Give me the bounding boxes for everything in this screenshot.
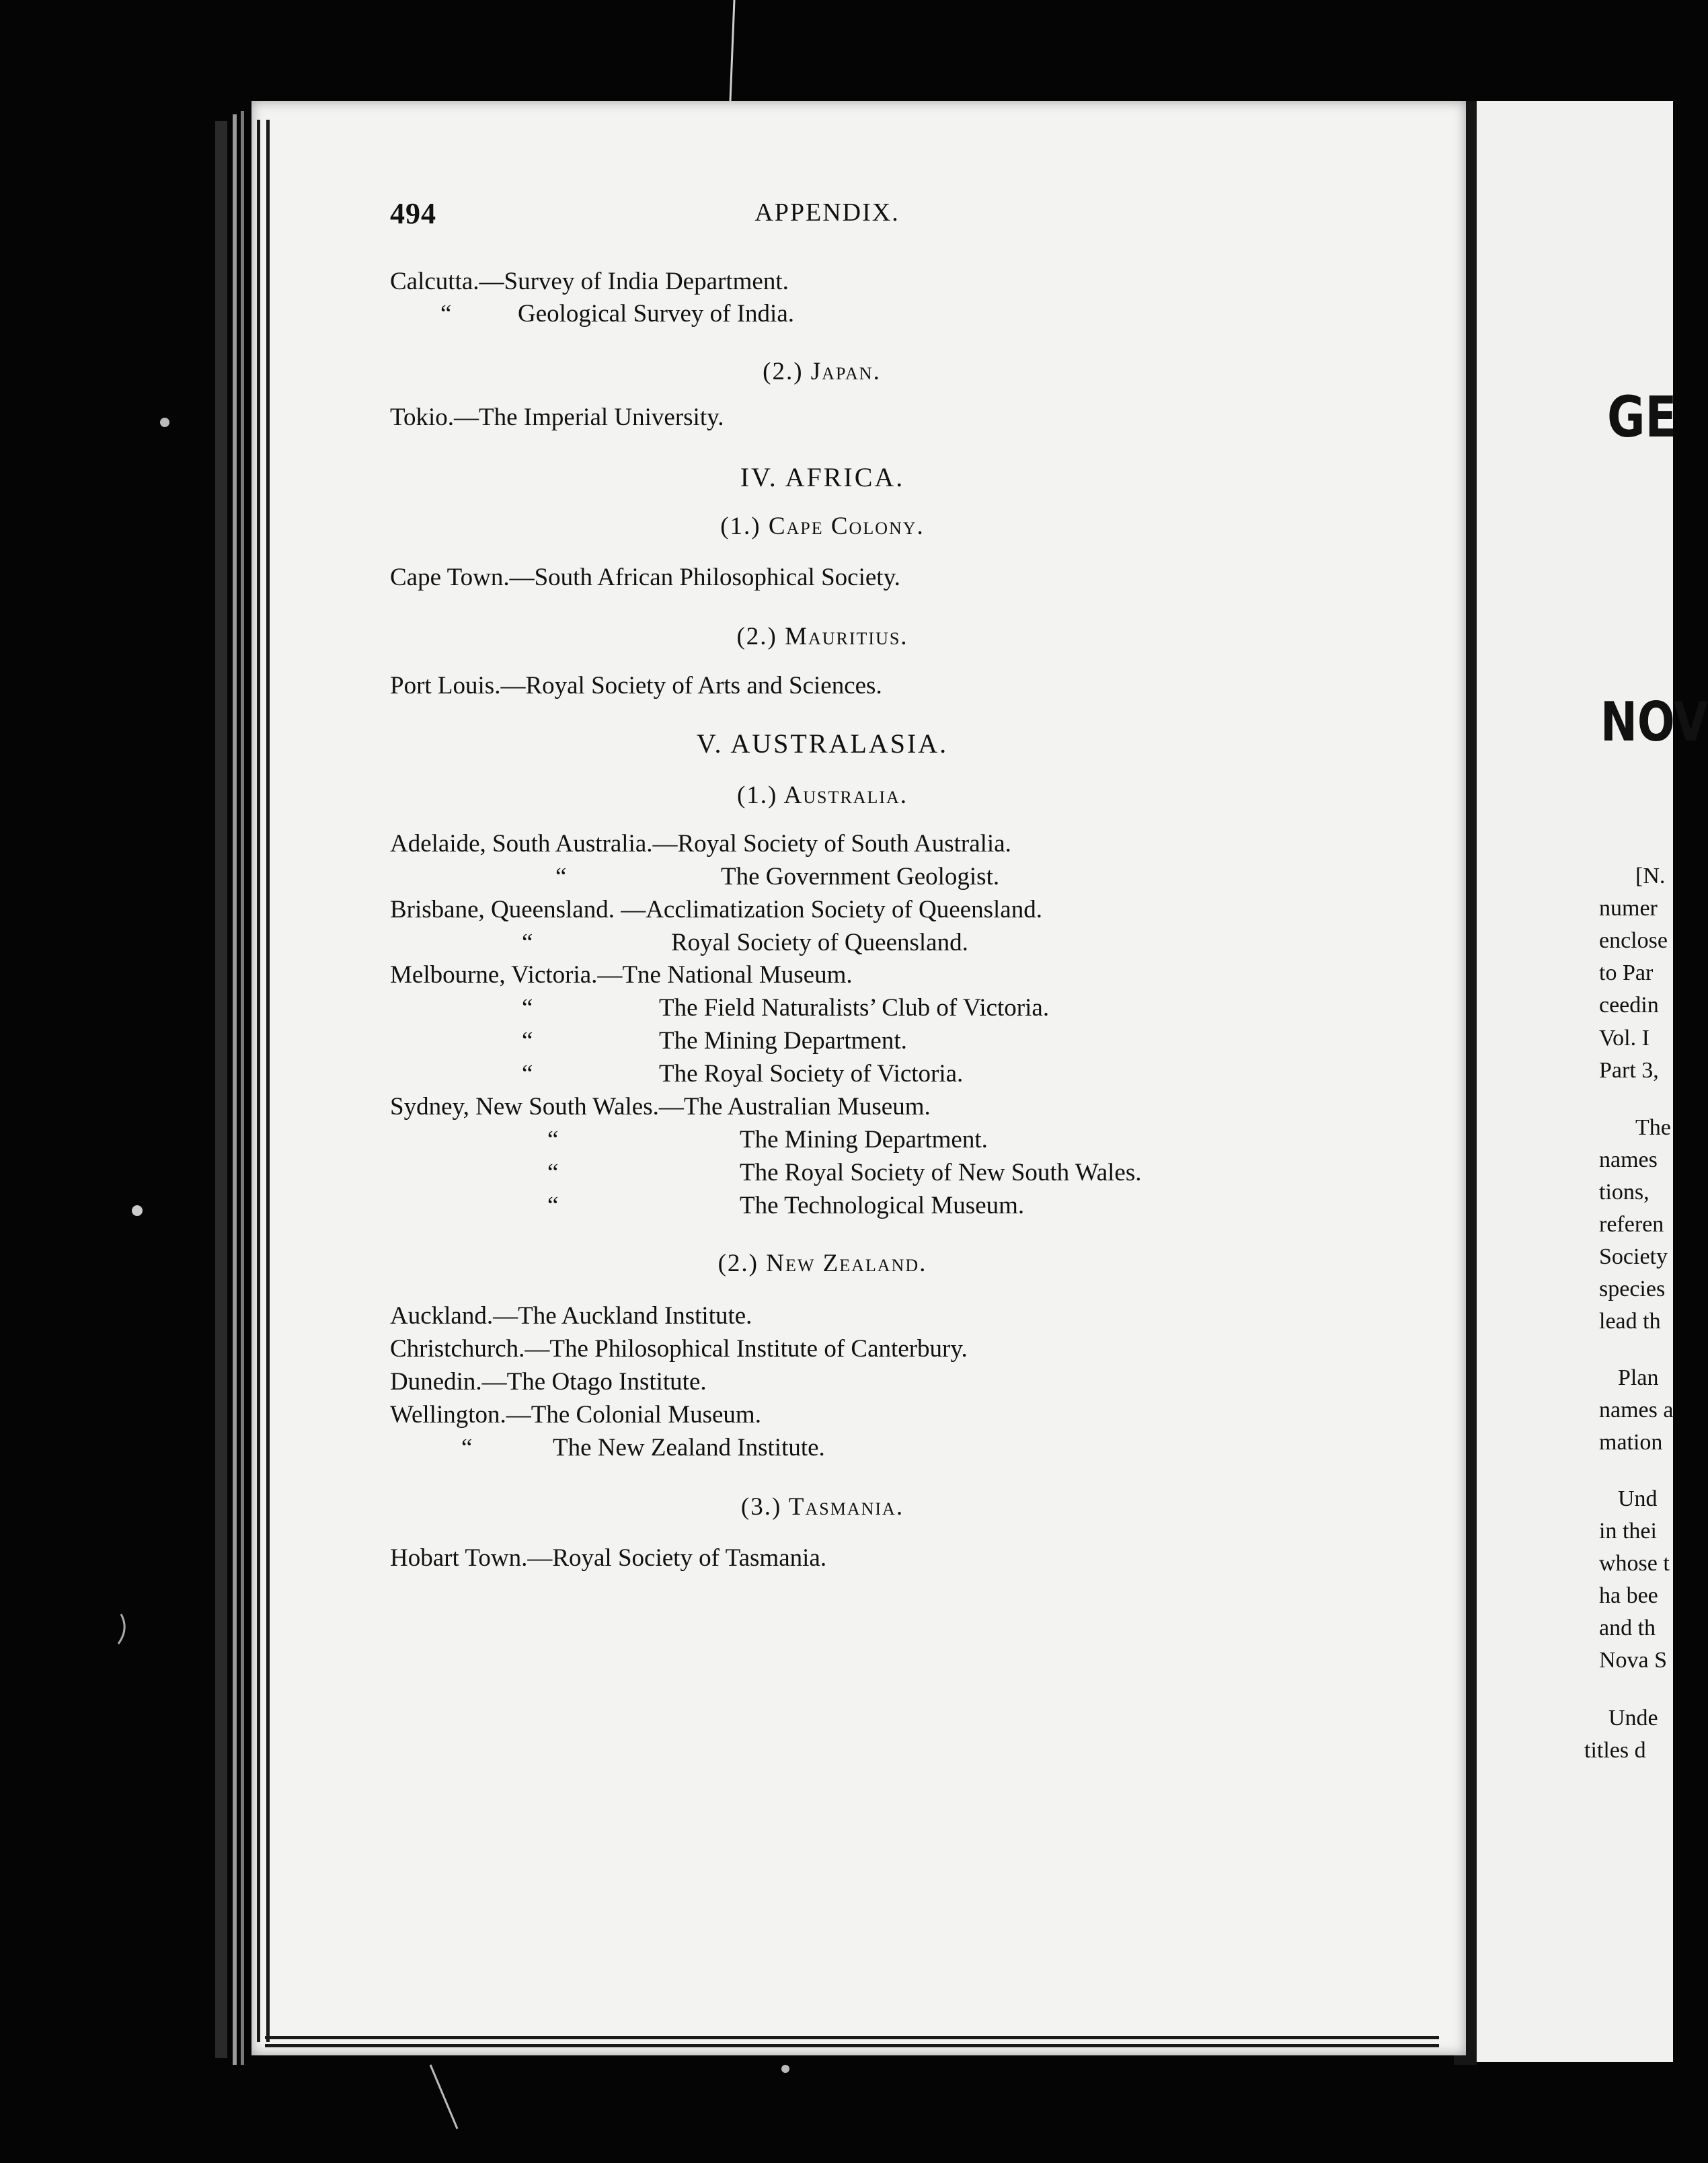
entry-brisbane: Brisbane, Queensland. —Acclimatization Society of Queensland. [390, 896, 1042, 923]
section-mauritius: (2.) Mauritius. [736, 623, 908, 650]
entry-brisbane-royal-society: Royal Society of Queensland. [671, 929, 968, 956]
entry-christchurch: Christchurch.—The Philosophical Institute of Canterbury. [390, 1335, 968, 1363]
facing-page-line: [N. [1635, 864, 1666, 888]
facing-page-line: titles d [1584, 1738, 1646, 1763]
ditto-mark: “ [440, 300, 452, 328]
entry-calcutta: Calcutta.—Survey of India Department. [390, 268, 789, 295]
page-header [390, 196, 1204, 237]
section-cape-colony: (1.) Cape Colony. [720, 513, 925, 540]
section-australia: (1.) Australia. [736, 782, 908, 809]
facing-page-line: numer [1599, 896, 1658, 921]
ditto-mark: “ [547, 1126, 559, 1153]
facing-page-line: whose t [1599, 1551, 1670, 1576]
section-japan: (2.) Japan. [763, 358, 881, 385]
heading-australasia: V. AUSTRALASIA. [696, 728, 949, 759]
facing-page-line: referen [1599, 1212, 1664, 1237]
facing-page-line: Nova S [1599, 1648, 1668, 1673]
facing-page-line: lead th [1599, 1309, 1661, 1334]
entry-auckland: Auckland.—The Auckland Institute. [390, 1302, 752, 1330]
facing-page-line: Vol. I [1599, 1026, 1649, 1051]
facing-page-line: Society [1599, 1244, 1668, 1269]
entry-melbourne-royal-society: The Royal Society of Victoria. [659, 1060, 964, 1088]
entry-sydney-royal-society: The Royal Society of New South Wales. [740, 1159, 1142, 1186]
facing-page-line: mation [1599, 1430, 1663, 1455]
entry-sydney-mining: The Mining Department. [740, 1126, 988, 1153]
facing-page-line: to Par [1599, 960, 1654, 985]
ditto-mark: “ [547, 1159, 559, 1186]
entry-melbourne-naturalists: The Field Naturalists’ Club of Victoria. [659, 994, 1050, 1022]
facing-page-line: Unde [1608, 1706, 1658, 1731]
ditto-mark: “ [555, 863, 567, 890]
facing-page-line: ceedin [1599, 993, 1659, 1018]
entry-port-louis: Port Louis.—Royal Society of Arts and Sciences. [390, 672, 882, 699]
entry-melbourne-mining: The Mining Department. [659, 1027, 907, 1055]
entry-adelaide: Adelaide, South Australia.—Royal Society of South Australia. [390, 830, 1011, 858]
entry-sydney: Sydney, New South Wales.—The Australian Museum. [390, 1093, 931, 1121]
ditto-mark: “ [522, 1060, 533, 1088]
facing-page-line: species [1599, 1277, 1666, 1301]
facing-page-line: enclose [1599, 928, 1668, 953]
facing-page-line: The [1635, 1115, 1671, 1140]
entry-hobart: Hobart Town.—Royal Society of Tasmania. [390, 1544, 827, 1572]
facing-page-line: ha bee [1599, 1583, 1658, 1608]
ditto-mark: “ [522, 929, 533, 956]
facing-page-line: tions, [1599, 1180, 1649, 1205]
facing-page-line: and th [1599, 1616, 1656, 1640]
ditto-mark: “ [547, 1192, 559, 1219]
page-number: 494 [390, 197, 436, 230]
facing-page-line: Plan [1618, 1365, 1659, 1390]
entry-dunedin: Dunedin.—The Otago Institute. [390, 1368, 707, 1396]
facing-heading: GE [1607, 384, 1677, 450]
ditto-mark: “ [461, 1434, 473, 1462]
facing-page-line: Und [1618, 1486, 1658, 1511]
facing-page-line: names a [1599, 1398, 1674, 1422]
facing-page-line: Part 3, [1599, 1058, 1659, 1083]
running-head: APPENDIX. [754, 198, 900, 227]
entry-calcutta-geological: Geological Survey of India. [518, 300, 794, 328]
facing-heading: NOV [1600, 691, 1708, 753]
ditto-mark: “ [522, 994, 533, 1022]
entry-tokio: Tokio.—The Imperial University. [390, 404, 724, 431]
entry-adelaide-geologist: The Government Geologist. [721, 863, 1000, 890]
facing-page-line: names [1599, 1147, 1658, 1172]
facing-page-line: in thei [1599, 1519, 1657, 1544]
entry-sydney-technological: The Technological Museum. [740, 1192, 1025, 1219]
heading-africa: IV. AFRICA. [740, 462, 905, 492]
entry-cape-town: Cape Town.—South African Philosophical Society. [390, 564, 900, 591]
ditto-mark: “ [522, 1027, 533, 1055]
section-new-zealand: (2.) New Zealand. [717, 1250, 927, 1277]
entry-wellington: Wellington.—The Colonial Museum. [390, 1401, 761, 1429]
entry-melbourne: Melbourne, Victoria.—Tne National Museum. [390, 961, 853, 989]
section-tasmania: (3.) Tasmania. [740, 1493, 904, 1521]
entry-wellington-nz-institute: The New Zealand Institute. [553, 1434, 825, 1462]
